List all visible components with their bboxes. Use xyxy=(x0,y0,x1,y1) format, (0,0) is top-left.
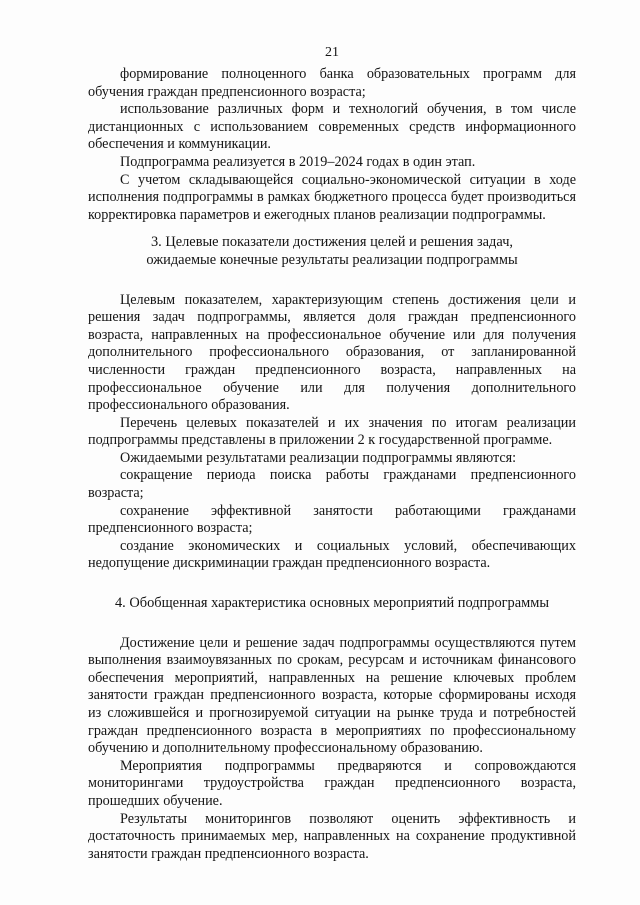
section-3-body xyxy=(88,292,576,574)
paragraph: формирование полноценного банка образовательных программ для обучения граждан предпенсионного возраста; xyxy=(88,66,576,100)
section-3-heading xyxy=(88,234,576,269)
section-4-body xyxy=(88,635,576,864)
list-item: сокращение периода поиска работы гражданами предпенсионного возраста; xyxy=(88,467,576,502)
paragraph: использование различных форм и технологий обучения, в том числе дистанционных с использованием современных средств информационного обеспечения и коммуникации. xyxy=(88,101,576,153)
spacer xyxy=(88,270,576,292)
list-item: создание экономических и социальных условий, обеспечивающих недопущение дискриминации граждан предпенсионного возраста. xyxy=(88,537,576,572)
spacer xyxy=(88,573,576,595)
paragraph: Мероприятия подпрограммы предваряются и сопровождаются мониторингами трудоустройства граждан предпенсионного возраста, прошедших обучение. xyxy=(88,757,576,809)
section-top xyxy=(88,66,576,224)
page-number: 21 xyxy=(325,45,339,60)
section-3-heading-line-2: ожидаемые конечные результаты реализации подпрограммы xyxy=(146,251,518,268)
paragraph: Результаты мониторингов позволяют оценить эффективность и достаточность принимаемых мер, направленных на сохранение продуктивной занятости граждан предпенсионного возраста. xyxy=(88,810,576,862)
paragraph: Достижение цели и решение задач подпрограммы осуществляются путем выполнения взаимоувязанных по срокам, ресурсам и источникам финансового обеспечения мероприятий, направленных на решение ключевых проблем занятости граждан предпенсионного возраста, которые сформированы исходя из сложившейся и прогнозируемой ситуации на рынке труда и потребностей граждан предпенсионного возраста в мероприятиях по профессиональному обучению и дополнительному профессиональному образованию. xyxy=(88,634,576,757)
paragraph: Подпрограмма реализуется в 2019–2024 годах в один этап. xyxy=(120,153,476,170)
spacer xyxy=(88,613,576,635)
paragraph: Целевым показателем, характеризующим степень достижения цели и решения задач подпрограммы, является доля граждан предпенсионного возраста, направленных на профессиональное обучение или для получения дополнительного профессионального образования, от запланированной численности граждан предпенсионного возраста, направленных на профессиональное обучение или для получения дополнительного профессионального образования. xyxy=(88,291,576,414)
paragraph: Перечень целевых показателей и их значения по итогам реализации подпрограммы представлены в приложении 2 к государственной программе. xyxy=(88,414,576,449)
list-item: сохранение эффективной занятости работающими гражданами предпенсионного возраста; xyxy=(88,502,576,537)
section-3-heading-line-1: 3. Целевые показатели достижения целей и решения задач, xyxy=(150,234,514,251)
paragraph: Ожидаемыми результатами реализации подпрограммы являются: xyxy=(120,449,517,466)
spacer xyxy=(88,224,576,234)
paragraph: С учетом складывающейся социально-экономической ситуации в ходе исполнения подпрограммы в рамках бюджетного процесса будет производиться корректировка параметров и ежегодных планов реализации подпрограммы. xyxy=(88,171,576,223)
section-4-heading: 4. Обобщенная характеристика основных мероприятий подпрограммы xyxy=(114,595,550,612)
